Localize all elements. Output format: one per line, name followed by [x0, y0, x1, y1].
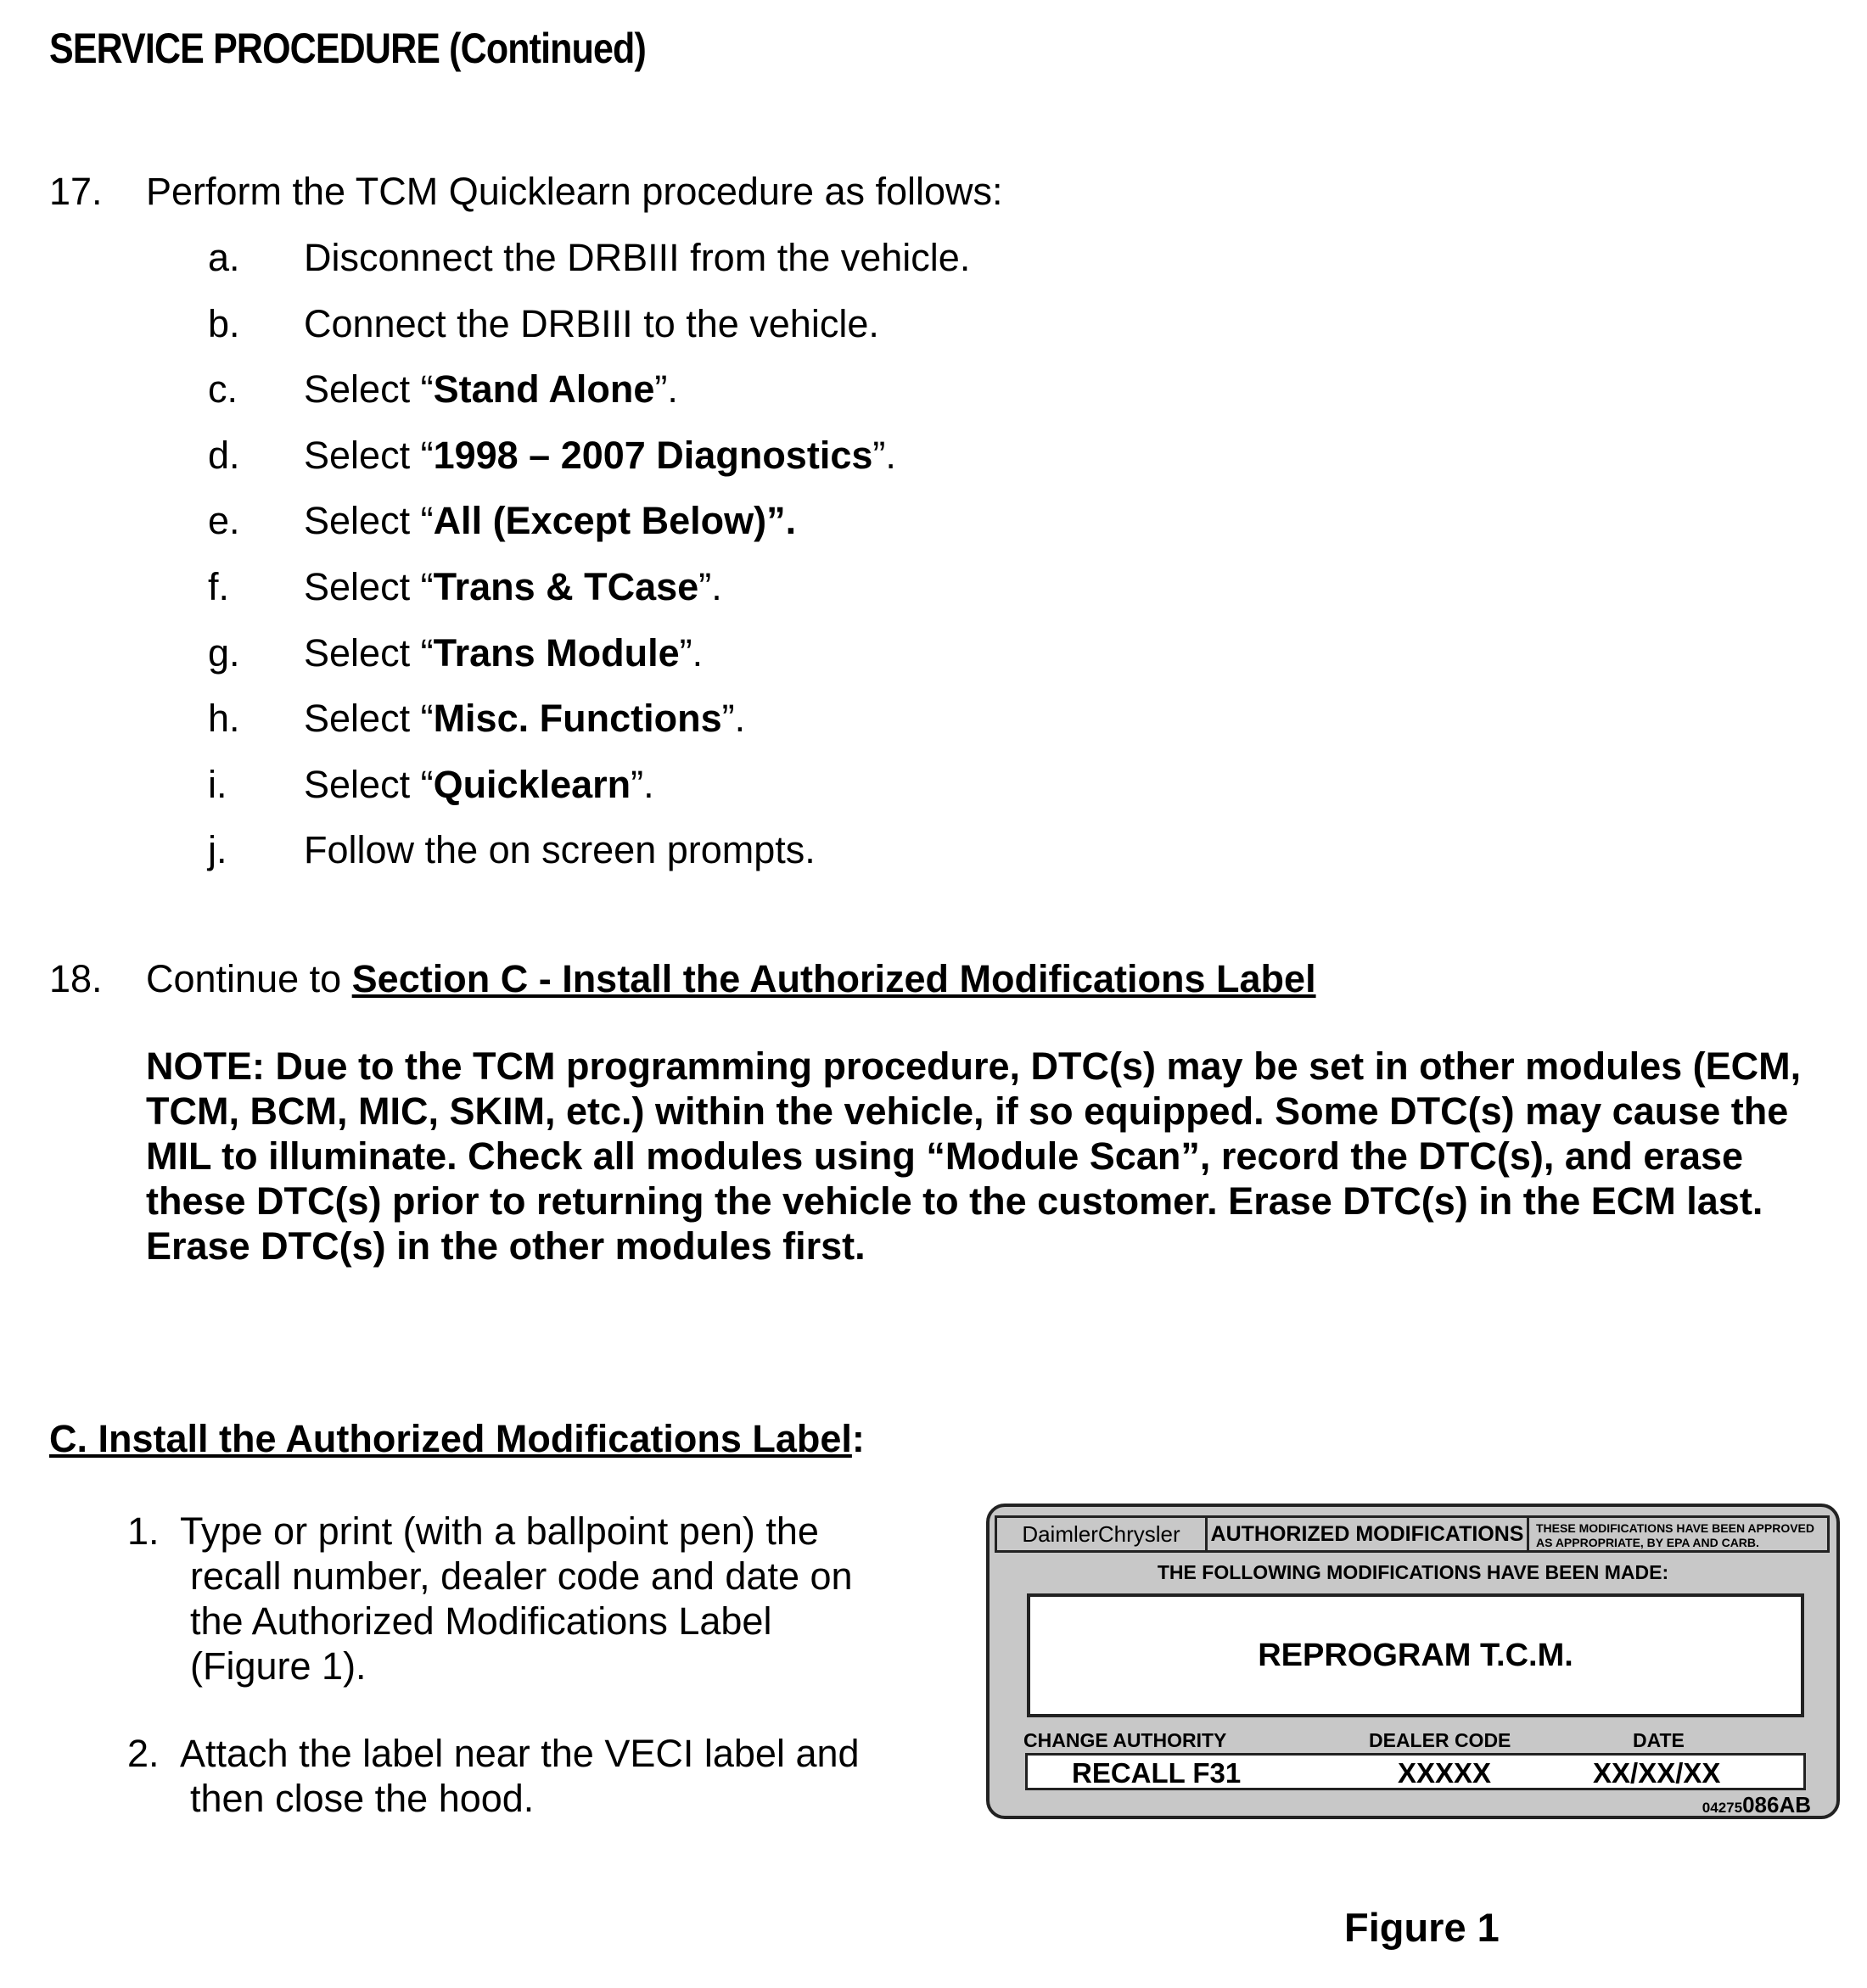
- step-17-text: Perform the TCM Quicklearn procedure as follows:: [146, 170, 1003, 213]
- substep-prefix: Connect the DRBIII to the vehicle.: [304, 302, 879, 345]
- substep-text: [304, 565, 722, 609]
- substep-letter: b.: [208, 302, 240, 345]
- substep-letter: a.: [208, 236, 240, 279]
- label-value-authority: RECALL F31: [1072, 1757, 1242, 1789]
- substep-text: [304, 631, 703, 675]
- label-value-date: XX/XX/XX: [1593, 1757, 1721, 1789]
- label-header-date: DATE: [1633, 1729, 1685, 1751]
- substep-option: Trans & TCase: [433, 565, 699, 608]
- label-following-text: THE FOLLOWING MODIFICATIONS HAVE BEEN MADE:: [1157, 1561, 1669, 1583]
- label-title: AUTHORIZED MODIFICATIONS: [1208, 1518, 1529, 1550]
- substep-option: Quicklearn: [433, 763, 631, 806]
- substep-option: 1998 – 2007 Diagnostics: [433, 434, 873, 477]
- substep-option: Misc. Functions: [433, 697, 722, 740]
- substep-text: [304, 697, 745, 741]
- substep-text: [304, 367, 678, 412]
- label-brand: DaimlerChrysler: [997, 1518, 1208, 1550]
- substep-letter: d.: [208, 434, 240, 477]
- substep-text: [304, 499, 796, 543]
- substep-option: Stand Alone: [433, 367, 655, 411]
- label-header-authority: CHANGE AUTHORITY: [1023, 1729, 1227, 1751]
- step-18-prefix: Continue to: [146, 957, 352, 1000]
- instruction-1-number: 1.: [127, 1509, 160, 1553]
- label-modification-text: REPROGRAM T.C.M.: [1258, 1637, 1573, 1673]
- instruction-1-line3: the Authorized Modifications Label: [190, 1599, 772, 1643]
- substep-option: Trans Module: [433, 631, 680, 675]
- label-header-dealer-code: DEALER CODE: [1369, 1729, 1511, 1751]
- label-values-row: [1025, 1753, 1806, 1790]
- section-c-colon: :: [851, 1417, 865, 1460]
- substep-prefix: Select “: [304, 565, 434, 608]
- substep-letter: e.: [208, 499, 240, 542]
- substep-letter: i.: [208, 763, 227, 806]
- label-modification-box: [1027, 1593, 1804, 1717]
- substep-prefix: Select “: [304, 367, 434, 411]
- substep-letter: h.: [208, 697, 240, 740]
- step-18-number: 18.: [49, 957, 103, 1000]
- label-approval-text: THESE MODIFICATIONS HAVE BEEN APPROVED AS APPROPRIATE, BY EPA AND CARB.: [1536, 1521, 1814, 1549]
- substep-text: [304, 236, 970, 280]
- instruction-2-line1: Attach the label near the VECI label and: [180, 1732, 860, 1775]
- substep-suffix: ”.: [698, 565, 722, 608]
- note-paragraph: NOTE: Due to the TCM programming procedure, DTC(s) may be set in other modules (ECM, TCM, BCM, MIC, SKIM, etc.) within the vehicle, if so equipped. Some DTC(s) may cause the MIL to illuminate. Check all modules using “Module Scan”, record the DTC(s), and erase these DTC(s) prior to returning the vehicle to the customer. Erase DTC(s) in the ECM last. Erase DTC(s) in the other modules first.: [146, 1044, 1802, 1268]
- substep-suffix: ”.: [679, 631, 704, 675]
- label-part-prefix: 04275: [1702, 1800, 1743, 1816]
- substep-prefix: Follow the on screen prompts.: [304, 828, 816, 871]
- label-header-row: [995, 1515, 1830, 1553]
- label-part-suffix: 086AB: [1742, 1792, 1811, 1817]
- label-part-number: [1702, 1792, 1811, 1818]
- instruction-1-line4: (Figure 1).: [190, 1644, 367, 1688]
- figure-caption: Figure 1: [1344, 1905, 1500, 1950]
- substep-prefix: Select “: [304, 434, 434, 477]
- substep-option: All (Except Below)”.: [433, 499, 797, 542]
- substep-text: [304, 828, 816, 872]
- substep-letter: g.: [208, 631, 240, 675]
- step-18-text: [146, 957, 1316, 1001]
- substep-text: [304, 302, 879, 346]
- substep-suffix: ”.: [872, 434, 896, 477]
- instruction-1-line2: recall number, dealer code and date on: [190, 1554, 853, 1598]
- section-c-link[interactable]: Section C - Install the Authorized Modifications Label: [351, 957, 1316, 1000]
- substep-text: [304, 434, 896, 478]
- section-c-heading-text: C. Install the Authorized Modifications Label: [49, 1417, 852, 1460]
- step-17-number: 17.: [49, 170, 103, 213]
- label-value-dealer-code: XXXXX: [1398, 1757, 1492, 1789]
- substep-letter: c.: [208, 367, 238, 411]
- substep-prefix: Disconnect the DRBIII from the vehicle.: [304, 236, 971, 279]
- section-c-heading: [49, 1417, 865, 1461]
- instruction-1-line1: Type or print (with a ballpoint pen) the: [180, 1509, 819, 1553]
- substep-suffix: ”.: [721, 697, 746, 740]
- substep-suffix: ”.: [631, 763, 654, 806]
- page-title: SERVICE PROCEDURE (Continued): [49, 25, 646, 72]
- authorized-modifications-label: [986, 1504, 1840, 1819]
- substep-letter: f.: [208, 565, 230, 608]
- substep-text: [304, 763, 654, 807]
- instruction-2-line2: then close the hood.: [190, 1777, 535, 1820]
- substep-prefix: Select “: [304, 763, 434, 806]
- instruction-2-number: 2.: [127, 1732, 160, 1775]
- substep-prefix: Select “: [304, 631, 434, 675]
- substep-suffix: ”.: [654, 367, 678, 411]
- substep-letter: j.: [208, 828, 227, 871]
- substep-prefix: Select “: [304, 499, 434, 542]
- substep-prefix: Select “: [304, 697, 434, 740]
